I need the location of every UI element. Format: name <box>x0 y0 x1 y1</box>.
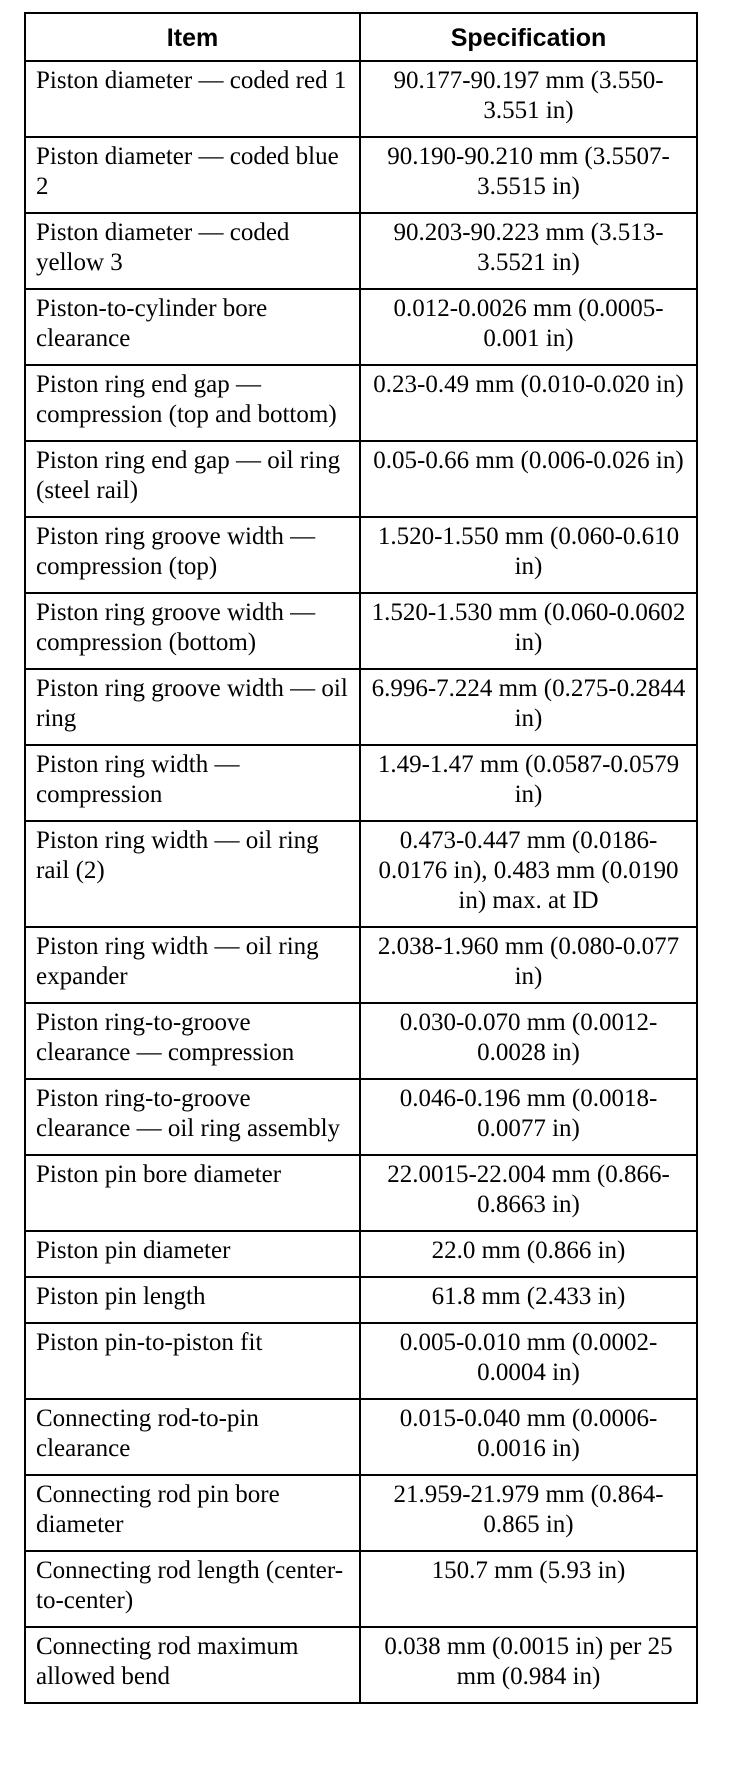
spec-cell: 21.959-21.979 mm (0.864-0.865 in) <box>360 1475 697 1551</box>
spec-cell: 0.05-0.66 mm (0.006-0.026 in) <box>360 441 697 517</box>
spec-cell: 150.7 mm (5.93 in) <box>360 1551 697 1627</box>
item-cell: Connecting rod pin bore diameter <box>25 1475 360 1551</box>
spec-cell: 61.8 mm (2.433 in) <box>360 1277 697 1323</box>
table-row <box>25 1551 697 1627</box>
item-cell: Piston ring width — oil ring expander <box>25 927 360 1003</box>
table-row <box>25 517 697 593</box>
spec-cell: 22.0015-22.004 mm (0.866-0.8663 in) <box>360 1155 697 1231</box>
item-cell: Connecting rod length (center-to-center) <box>25 1551 360 1627</box>
item-cell: Piston pin diameter <box>25 1231 360 1277</box>
table-row <box>25 289 697 365</box>
item-cell: Piston ring end gap — oil ring (steel rail) <box>25 441 360 517</box>
spec-cell: 0.23-0.49 mm (0.010-0.020 in) <box>360 365 697 441</box>
table-row <box>25 927 697 1003</box>
spec-cell: 0.015-0.040 mm (0.0006-0.0016 in) <box>360 1399 697 1475</box>
column-header-specification: Specification <box>360 13 697 61</box>
spec-cell: 0.012-0.0026 mm (0.0005-0.001 in) <box>360 289 697 365</box>
table-row <box>25 213 697 289</box>
table-row <box>25 1079 697 1155</box>
table-row <box>25 821 697 927</box>
table-row <box>25 61 697 137</box>
spec-cell: 0.046-0.196 mm (0.0018-0.0077 in) <box>360 1079 697 1155</box>
header-row <box>25 13 697 61</box>
spec-cell: 90.177-90.197 mm (3.550-3.551 in) <box>360 61 697 137</box>
table-row <box>25 365 697 441</box>
spec-cell: 6.996-7.224 mm (0.275-0.2844 in) <box>360 669 697 745</box>
table-row <box>25 593 697 669</box>
table-body <box>25 61 697 1703</box>
item-cell: Piston diameter — coded yellow 3 <box>25 213 360 289</box>
item-cell: Piston ring width — oil ring rail (2) <box>25 821 360 927</box>
item-cell: Piston ring-to-groove clearance — oil ring assembly <box>25 1079 360 1155</box>
item-cell: Piston-to-cylinder bore clearance <box>25 289 360 365</box>
table-row <box>25 1003 697 1079</box>
item-cell: Piston diameter — coded blue 2 <box>25 137 360 213</box>
item-cell: Piston pin-to-piston fit <box>25 1323 360 1399</box>
spec-cell: 22.0 mm (0.866 in) <box>360 1231 697 1277</box>
table-row <box>25 669 697 745</box>
column-header-item: Item <box>25 13 360 61</box>
table-row <box>25 1231 697 1277</box>
item-cell: Piston ring groove width — compression (top) <box>25 517 360 593</box>
spec-cell: 90.203-90.223 mm (3.513-3.5521 in) <box>360 213 697 289</box>
spec-cell: 0.038 mm (0.0015 in) per 25 mm (0.984 in) <box>360 1627 697 1703</box>
table-row <box>25 1277 697 1323</box>
item-cell: Connecting rod-to-pin clearance <box>25 1399 360 1475</box>
spec-cell: 1.49-1.47 mm (0.0587-0.0579 in) <box>360 745 697 821</box>
specification-table <box>24 12 698 1704</box>
item-cell: Piston ring groove width — oil ring <box>25 669 360 745</box>
table-row <box>25 137 697 213</box>
spec-cell: 1.520-1.530 mm (0.060-0.0602 in) <box>360 593 697 669</box>
table-row <box>25 1323 697 1399</box>
item-cell: Piston ring width — compression <box>25 745 360 821</box>
table-row <box>25 745 697 821</box>
item-cell: Piston ring end gap — compression (top and bottom) <box>25 365 360 441</box>
item-cell: Piston ring-to-groove clearance — compression <box>25 1003 360 1079</box>
item-cell: Piston pin length <box>25 1277 360 1323</box>
item-cell: Piston diameter — coded red 1 <box>25 61 360 137</box>
table-row <box>25 1475 697 1551</box>
spec-cell: 0.030-0.070 mm (0.0012-0.0028 in) <box>360 1003 697 1079</box>
spec-cell: 0.005-0.010 mm (0.0002-0.0004 in) <box>360 1323 697 1399</box>
spec-cell: 0.473-0.447 mm (0.0186-0.0176 in), 0.483 mm (0.0190 in) max. at ID <box>360 821 697 927</box>
spec-cell: 2.038-1.960 mm (0.080-0.077 in) <box>360 927 697 1003</box>
item-cell: Piston pin bore diameter <box>25 1155 360 1231</box>
table-row <box>25 1627 697 1703</box>
table-row <box>25 1155 697 1231</box>
table-row <box>25 1399 697 1475</box>
table-row <box>25 441 697 517</box>
spec-cell: 1.520-1.550 mm (0.060-0.610 in) <box>360 517 697 593</box>
item-cell: Piston ring groove width — compression (bottom) <box>25 593 360 669</box>
spec-cell: 90.190-90.210 mm (3.5507-3.5515 in) <box>360 137 697 213</box>
item-cell: Connecting rod maximum allowed bend <box>25 1627 360 1703</box>
